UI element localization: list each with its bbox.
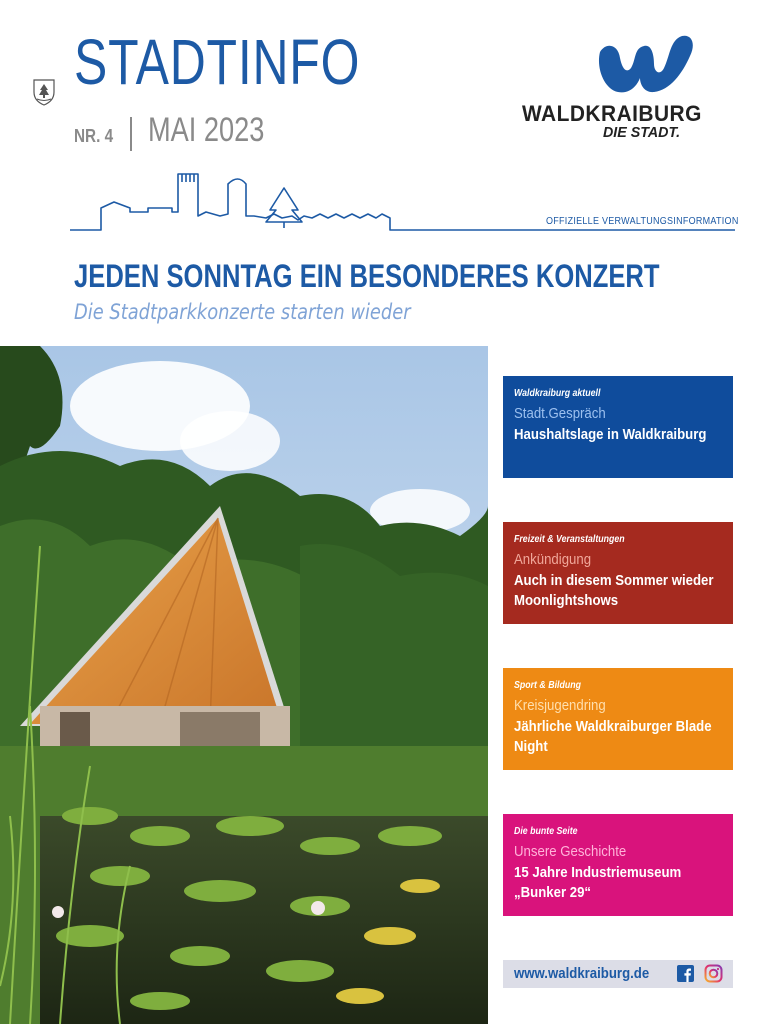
teaser-kicker: Ankündigung xyxy=(514,551,592,568)
cover-subheadline: Die Stadtparkkonzerte starten wieder xyxy=(74,300,411,324)
teaser-kicker: Unsere Geschichte xyxy=(514,843,627,860)
teaser-headline: Jährliche Waldkraiburger Blade Night xyxy=(514,718,712,755)
teaser-headline: Haushaltslage in Waldkraiburg xyxy=(514,426,707,443)
waldkraiburg-logo-icon xyxy=(596,34,696,96)
teaser-category: Die bunte Seite xyxy=(514,826,578,837)
instagram-icon[interactable] xyxy=(704,964,723,983)
logo-tagline: DIE STADT. xyxy=(603,124,681,141)
cover-photo-pavilion xyxy=(0,346,488,1024)
city-crest-icon xyxy=(33,78,55,106)
issue-date: MAI 2023 xyxy=(148,111,265,149)
website-link[interactable]: www.waldkraiburg.de xyxy=(514,965,650,982)
teaser-headline: Auch in diesem Sommer wieder Moonlightshows xyxy=(514,572,714,609)
issue-divider xyxy=(130,117,132,151)
cover-headline: JEDEN SONNTAG EIN BESONDERES KONZERT xyxy=(74,258,660,294)
facebook-icon[interactable] xyxy=(677,965,694,982)
teaser-card-freizeit[interactable] xyxy=(503,522,733,624)
teaser-category: Sport & Bildung xyxy=(514,680,581,691)
teaser-category: Waldkraiburg aktuell xyxy=(514,388,601,399)
teaser-kicker: Stadt.Gespräch xyxy=(514,405,606,422)
magazine-title: STADTINFO xyxy=(74,26,361,98)
teaser-headline: 15 Jahre Industriemuseum „Bunker 29“ xyxy=(514,864,682,901)
teaser-card-bunte-seite[interactable] xyxy=(503,814,733,916)
teaser-card-sport[interactable] xyxy=(503,668,733,770)
teaser-kicker: Kreisjugendring xyxy=(514,697,606,714)
logo-wordmark: WALDKRAIBURG xyxy=(522,101,702,126)
official-information-label: OFFIZIELLE VERWALTUNGSINFORMATION xyxy=(546,216,739,227)
issue-number: NR. 4 xyxy=(74,126,114,146)
website-bar xyxy=(503,960,733,988)
teaser-category: Freizeit & Veranstaltungen xyxy=(514,534,625,545)
teaser-card-aktuell[interactable] xyxy=(503,376,733,478)
